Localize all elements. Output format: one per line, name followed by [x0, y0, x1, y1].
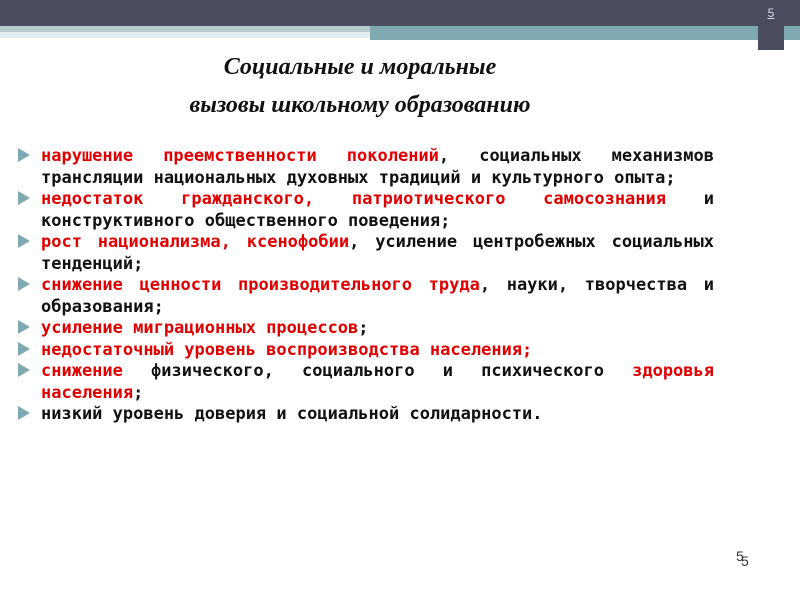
item-text: , усиление центробежных социальных тенденций;: [41, 232, 714, 274]
triangle-bullet-icon: [18, 320, 30, 334]
header-bar: [0, 0, 800, 26]
list-item: [16, 146, 714, 189]
triangle-bullet-icon: [18, 148, 30, 162]
list-item: [16, 189, 714, 232]
slide-title: [95, 48, 625, 124]
highlighted-text: усиление миграционных процессов: [41, 318, 359, 338]
highlighted-text: нарушение преемственности поколений: [41, 146, 439, 166]
bullet-list: [16, 146, 714, 426]
highlighted-text: снижение: [41, 361, 123, 381]
list-item: [16, 340, 714, 362]
list-item: [16, 361, 714, 404]
item-text: , науки, творчества и образования;: [41, 275, 714, 317]
item-text: ;: [358, 318, 369, 338]
triangle-bullet-icon: [18, 234, 30, 248]
slide-number: 5: [736, 548, 744, 564]
triangle-bullet-icon: [18, 363, 30, 377]
slide-title-line-2: вызовы школьному образованию: [189, 92, 531, 118]
triangle-bullet-icon: [18, 406, 30, 420]
triangle-bullet-icon: [18, 342, 30, 356]
triangle-bullet-icon: [18, 191, 30, 205]
triangle-bullet-icon: [18, 277, 30, 291]
item-text: физического, социального и психического: [122, 361, 633, 381]
highlighted-text: недостаточный уровень воспроизводства населения;: [41, 339, 533, 360]
item-text: ;: [133, 382, 144, 403]
header-accent-block: [370, 26, 800, 40]
item-text: низкий уровень доверия и социальной солидарности.: [41, 404, 543, 424]
highlighted-text: здоровья населения: [41, 361, 714, 403]
item-text: , социальных механизмов трансляции национальных духовных традиций и культурного опыта;: [41, 146, 714, 188]
item-text: и конструктивного общественного поведения;: [41, 189, 714, 231]
list-item: [16, 318, 714, 340]
list-item: [16, 404, 714, 426]
list-item: [16, 232, 714, 275]
slide-title-line-1: Социальные и моральные: [223, 54, 497, 80]
highlighted-text: снижение ценности производительного труда: [41, 275, 480, 295]
list-item: [16, 275, 714, 318]
highlighted-text: недостаток гражданского, патриотического самосознания: [41, 189, 666, 209]
highlighted-text: рост национализма, ксенофобии: [41, 232, 350, 252]
page-tag-number: 5: [767, 6, 775, 20]
slide-number-secondary: 5: [741, 553, 749, 569]
